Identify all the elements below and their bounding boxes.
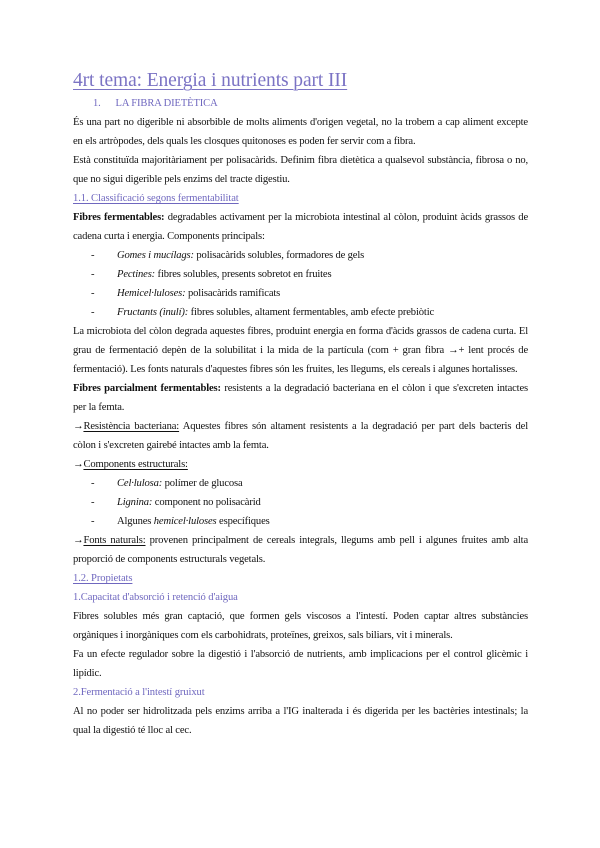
property-heading-2: 2.Fermentació a l'intestí gruixut xyxy=(73,687,205,698)
arrow-icon: → xyxy=(73,535,84,546)
list-item: - Pectines: fibres solubles, presents sobretot en fruites xyxy=(91,265,528,284)
intro-paragraph-1: És una part no digerible ni absorbible de molts aliments d'origen vegetal, no la trobem a cap aliment excepte en els artròpodes, dels quals les closques quitonoses es poden fer servir com a fibra. xyxy=(73,117,528,147)
page-title: 4rt tema: Energia i nutrients part III xyxy=(73,70,348,91)
list-item: - Lignina: component no polisacàrid xyxy=(91,493,528,512)
property-2-paragraph-1: Al no poder ser hidrolitzada pels enzims arriba a l'IG inalterada i és digerida per les bactèries intestinals; la qual la digestió té lloc al cec. xyxy=(73,706,528,736)
property-1-paragraph-1: Fibres solubles més gran captació, que formen gels viscosos a l'intestí. Poden captar altres substàncies orgàniques i inorgàniques com els carbohidrats, proteïnes, greixos, sals biliars, vit i minerals. xyxy=(73,611,528,641)
section-number: 1. xyxy=(93,98,101,109)
arrow-icon: → xyxy=(73,421,84,432)
fermentables-paragraph: Fibres fermentables: degradables activament per la microbiota intestinal al còlon, produint àcids grassos de cadena curta i energia. Components principals: xyxy=(73,212,528,242)
list-item: - Gomes i mucílags: polisacàrids solubles, formadores de gels xyxy=(91,246,528,265)
subsection-heading-1-2: 1.2. Propietats xyxy=(73,573,133,584)
fermentables-label: Fibres fermentables: xyxy=(73,212,165,223)
list-item: - Fructants (inulí): fibres solubles, altament fermentables, amb efecte prebiòtic xyxy=(91,303,528,322)
resistencia-paragraph: →Resistència bacteriana: Aquestes fibres són altament resistents a la degradació per part dels bacteris del còlon i s'excreten gairebé intactes amb la femta. xyxy=(73,421,529,451)
parcial-label: Fibres parcialment fermentables: xyxy=(73,383,221,394)
components-heading: →Components estructurals: xyxy=(73,459,188,470)
list-item: - Hemicel·luloses: polisacàrids ramificats xyxy=(91,284,528,303)
arrow-icon: → xyxy=(73,459,84,470)
fonts-paragraph: →Fonts naturals: provenen principalment de cereals integrals, llegums amb pell i algunes fruites amb alta proporció de components estructurals vegetals. xyxy=(73,535,528,565)
section-label: LA FIBRA DIETÈTICA xyxy=(115,98,218,109)
property-heading-1: 1.Capacitat d'absorció i retenció d'aigua xyxy=(73,592,238,603)
property-1-paragraph-2: Fa un efecte regulador sobre la digestió i l'absorció de nutrients, amb implicacions per el control glicèmic i lipídic. xyxy=(73,649,528,679)
list-item: - Cel·lulosa: polímer de glucosa xyxy=(91,474,528,493)
section-heading-1 xyxy=(93,98,528,109)
subsection-heading-1-1: 1.1. Classificació segons fermentabilitat xyxy=(73,193,239,204)
microbiota-paragraph: La microbiota del còlon degrada aquestes fibres, produint energia en forma d'àcids grassos de cadena curta. El grau de fermentació depèn de la solubilitat i la mida de la partícula (com + gran fibra →+ lent procés de fermentació). Les fonts naturals d'aquestes fibres són les fruites, les llegums, els cereals i algunes hortalisses. xyxy=(73,326,528,375)
parcial-paragraph: Fibres parcialment fermentables: resistents a la degradació bacteriana en el còlon i que s'excreten intactes per la femta. xyxy=(73,383,528,413)
list-item: - Algunes hemicel·luloses específiques xyxy=(91,512,528,531)
fermentables-list xyxy=(73,246,528,322)
components-list xyxy=(73,474,528,531)
intro-paragraph-2: Està constituïda majoritàriament per polisacàrids. Definim fibra dietètica a qualsevol substància, fibrosa o no, que no sigui digerible pels enzims del tracte digestiu. xyxy=(73,155,528,185)
